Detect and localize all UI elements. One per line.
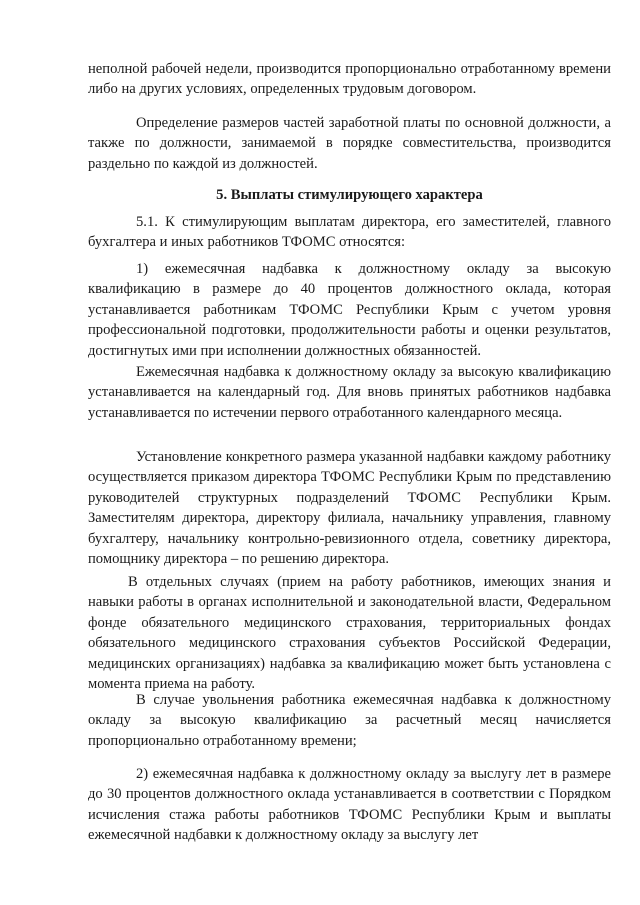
paragraph-dismissal: В случае увольнения работника ежемесячная надбавка к должностному окладу за высокую квалификацию за расчетный месяц начисляется пропорционально отработанному времени; [88,692,611,749]
paragraph-5-1: 5.1. К стимулирующим выплатам директора, его заместителей, главного бухгалтера и иных работников ТФОМС относятся: [88,214,611,251]
paragraph-pay-parts: Определение размеров частей заработной платы по основной должности, а также по должности, занимаемой в порядке совместительства, производится раздельно по каждой из должностей. [88,115,611,172]
paragraph-seniority-bonus: 2) ежемесячная надбавка к должностному окладу за выслугу лет в размере до 30 процентов должностного оклада устанавливается в соответствии с Порядком исчисления стажа работы работников ТФОМС Республики Крым и выплаты ежемесячной надбавки к должностному окладу за выслугу лет [88,766,611,844]
paragraph-bonus-order: Установление конкретного размера указанной надбавки каждому работнику осуществляется приказом директора ТФОМС Республики Крым по представлению руководителей структурных подразделений ТФОМС Республики Крым. Заместителям директора, директору филиала, начальнику управления, главному бухгалтеру, начальнику контрольно-ревизионного отдела, советнику директора, помощнику директора – по решению директора. [88,449,611,568]
section-heading-incentive-payments: 5. Выплаты стимулирующего характера [216,187,483,203]
paragraph-qualification-bonus: 1) ежемесячная надбавка к должностному окладу за высокую квалификацию в размере до 40 процентов должностного оклада, которая устанавливается работникам ТФОМС Республики Крым с учетом уровня профессиональной подготовки, продолжительности работы и оценки результатов, достигнутых ими при исполнении должностных обязанностей. [88,261,611,359]
paragraph-bonus-period: Ежемесячная надбавка к должностному окладу за высокую квалификацию устанавливается на календарный год. Для вновь принятых работников надбавка устанавливается по истечении первого отработанного календарного месяца. [88,364,611,421]
paragraph-special-cases: В отдельных случаях (прием на работу работников, имеющих знания и навыки работы в органах исполнительной и законодательной власти, Федеральном фонде обязательного медицинского страхования, территориальных фондах обязательного медицинского страхования субъектов Российской Федерации, медицинских организациях) надбавка за квалификацию может быть установлена с момента приема на работу. [88,574,611,693]
paragraph-part-time-pay: неполной рабочей недели, производится пропорционально отработанному времени либо на других условиях, определенных трудовым договором. [88,61,611,98]
